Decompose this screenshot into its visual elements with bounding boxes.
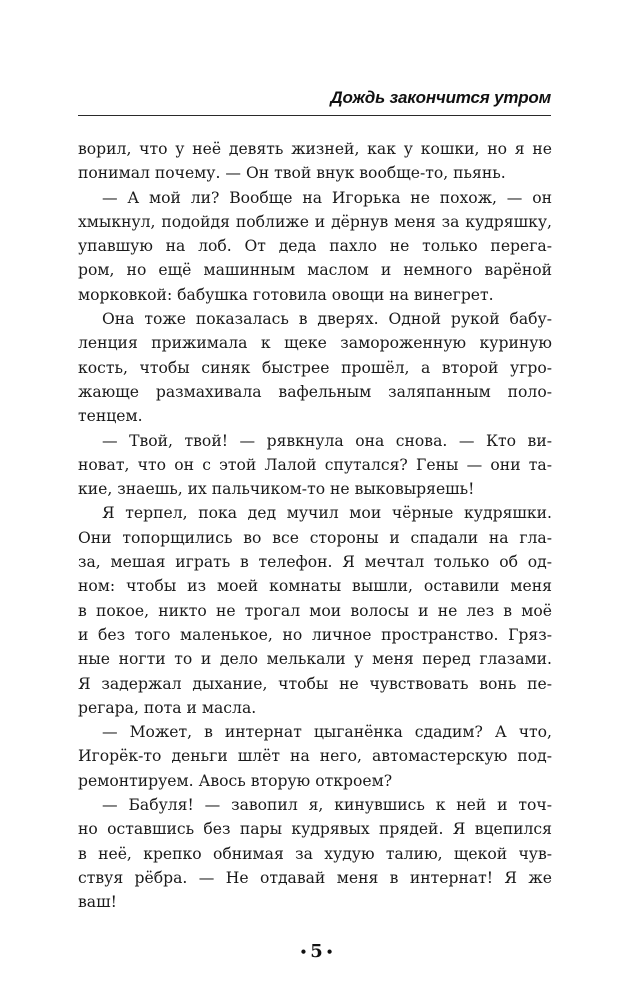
text-line: и без того маленькое, но личное пространство. Гряз- <box>78 625 552 644</box>
running-header <box>78 85 551 116</box>
text-line: ные ногти то и дело мелькали у меня перед глазами. <box>78 650 552 669</box>
text-line: понимал почему. — Он твой внук вообще-то, пьянь. <box>78 164 506 183</box>
paragraph <box>78 501 552 720</box>
text-line: ром, но ещё машинным маслом и немного варёной <box>78 261 552 280</box>
text-line: за, мешая играть в телефон. Я мечтал только об од- <box>78 553 552 572</box>
text-line: регара, пота и масла. <box>78 698 257 717</box>
text-line: — Может, в интернат цыганёнка сдадим? А что, <box>102 723 552 742</box>
paragraph <box>78 720 552 793</box>
paragraph <box>78 137 552 186</box>
text-line: — Твой, твой! — рявкнула она снова. — Кто ви- <box>102 431 552 450</box>
text-line: ленция прижимала к щеке замороженную куриную <box>78 334 552 353</box>
paragraph <box>78 793 552 914</box>
text-line: но оставшись без пары кудрявых прядей. Я вцепился <box>78 820 552 839</box>
body-text <box>78 137 552 915</box>
page-number-footer <box>0 941 633 962</box>
text-line: ствуя рёбра. — Не отдавай меня в интернат! Я же <box>78 868 552 887</box>
text-line: Она тоже показалась в дверях. Одной рукой бабу- <box>102 310 552 329</box>
text-line: — А мой ли? Вообще на Игорька не похож, — он <box>102 188 552 207</box>
text-line: Игорёк-то деньги шлёт на него, автомастерскую под- <box>78 747 552 766</box>
text-line: Я терпел, пока дед мучил мои чёрные кудряшки. <box>102 504 552 523</box>
text-line: ном: чтобы из моей комнаты вышли, оставили меня <box>78 577 552 596</box>
text-line: Они топорщились во все стороны и спадали на гла- <box>78 528 552 547</box>
text-line: Я задержал дыхание, чтобы не чувствовать вонь пе- <box>78 674 552 693</box>
text-line: кость, чтобы синяк быстрее прошёл, а второй угро- <box>78 358 552 377</box>
text-line: ваш! <box>78 893 117 912</box>
paragraph <box>78 307 552 428</box>
text-line: жающе размахивала вафельным заляпанным поло- <box>78 382 552 401</box>
ornament-dot-icon: • <box>299 945 308 959</box>
text-line: в покое, никто не трогал мои волосы и не лез в моё <box>78 601 552 620</box>
paragraph <box>78 186 552 307</box>
ornament-dot-icon: • <box>325 945 334 959</box>
text-line: ворил, что у неё девять жизней, как у кошки, но я не <box>78 140 552 158</box>
text-line: в неё, крепко обнимая за худую талию, щекой чув- <box>78 844 552 863</box>
text-line: тенцем. <box>78 407 143 426</box>
text-line: новат, что он с этой Лалой спутался? Гены — они та- <box>78 455 552 474</box>
text-line: морковкой: бабушка готовила овощи на винегрет. <box>78 285 494 304</box>
text-line: кие, знаешь, их пальчиком-то не выковыряешь! <box>78 480 475 499</box>
paragraph <box>78 429 552 502</box>
text-line: хмыкнул, подойдя поближе и дёрнув меня за кудряшку, <box>78 212 552 231</box>
text-line: упавшую на лоб. От деда пахло не только перега- <box>78 237 552 256</box>
page-number: 5 <box>310 941 323 962</box>
text-line: — Бабуля! — завопил я, кинувшись к ней и точ- <box>102 796 552 815</box>
running-title: Дождь закончится утром <box>330 88 551 107</box>
text-line: ремонтируем. Авось вторую откроем? <box>78 771 393 790</box>
